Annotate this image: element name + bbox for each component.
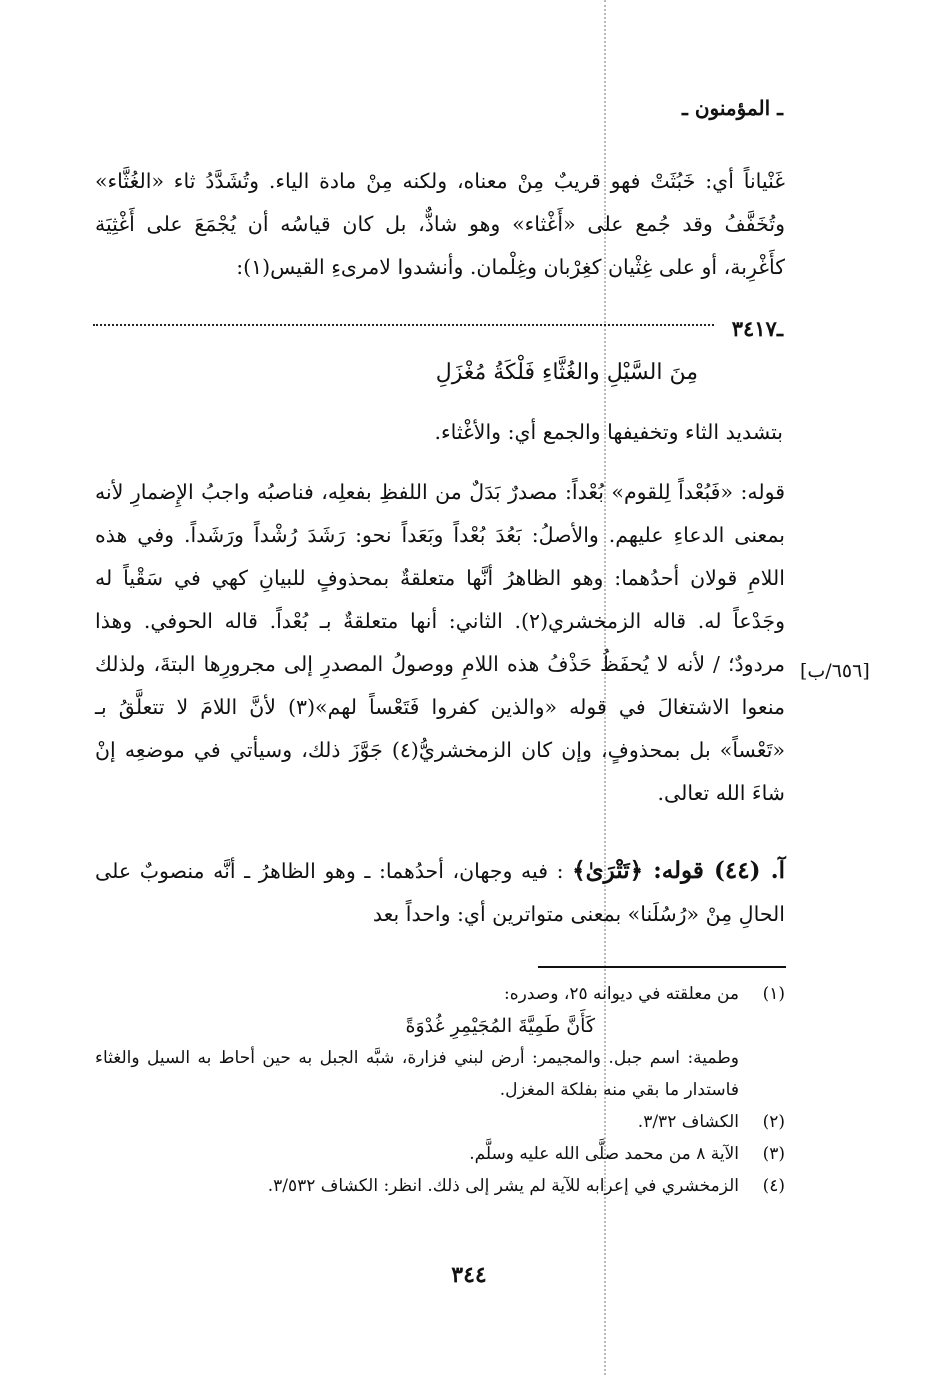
footnote-number: (١) bbox=[762, 984, 785, 1004]
footnote-1-continuation: وطمية: اسم جبل. والمجيمر: أرض لبني فزارة، شبَّه الجبل به حين أحاط به السيل والغثاء فاستدار ما بقي منه بفلكة المغزل. bbox=[95, 1048, 739, 1100]
page-number: ٣٤٤ bbox=[451, 1262, 487, 1288]
explanation-line: بتشديد الثاء وتخفيفها والجمع أي: والأغْثاء. bbox=[434, 420, 783, 444]
footnote-text: الكشاف ٣/٣٢. bbox=[637, 1112, 739, 1132]
footnote-4 bbox=[95, 1170, 785, 1202]
paragraph-2-text: قوله: «فَبُعْداً لِلقوم» بُعْداً: مصدرٌ بَدَلٌ من اللفظِ بفعلِه، فناصبُه واجبُ الإِضمارِ لأنه بمعنى الدعاءِ عليهم. والأصلُ: بَعُدَ بُعْداً وبَعَداً نحو: رَشَدَ رُشْداً ورَشَداً. وفي هذه اللامِ قولان أحدُهما: وهو الظاهرُ أنَّها متعلقةٌ بمحذوفٍ للبيانِ كهي في سَقْياً له وجَدْعاً له. قاله الزمخشري(٢). الثاني: أنها متعلقةٌ بـ بُعْداً. قاله الحوفي. وهذا مردودٌ؛ / لأنه لا يُحفَظُ حَذْفُ هذه اللامِ ووصولُ المصدرِ إلى مجرورِها البتةَ، ولذلك منعوا الاشتغالَ في قوله «والذين كفروا فَتَعْساً لهم»(٣) لأنَّ اللامَ لا تتعلَّقُ بـ «تَعْساً» بل بمحذوفٍ، وإن كان الزمخشريُّ(٤) جَوَّزَ ذلك، وسيأتي في موضعِه إنْ شاءَ الله تعالى. bbox=[95, 480, 785, 805]
verse-ellipsis-dots bbox=[93, 324, 714, 326]
verse-number-row bbox=[93, 316, 783, 341]
paragraph-3 bbox=[95, 849, 785, 936]
footnote-text: الزمخشري في إعرابه للآية لم يشر إلى ذلك. انظر: الكشاف ٣/٥٣٢. bbox=[267, 1176, 739, 1196]
footnote-1-verse: كَأَنَّ طَمِيَّةَ المُجَيْمِرِ غُدْوَةً bbox=[405, 1015, 595, 1037]
verse-number: ـ٣٤١٧ bbox=[731, 316, 783, 341]
footnote-1 bbox=[95, 978, 785, 1010]
manuscript-folio-note: [٦٥٦/ب] bbox=[800, 660, 870, 682]
paragraph-1-text: غَنْياناً أي: خَبُثَتْ فهو قريبٌ مِنْ معناه، ولكنه مِنْ مادة الياء. وتُشَدَّدُ ثاء «الغُثَّاء» وتُخَفَّفُ وقد جُمع على «أَغْثاء» وهو شاذٌّ، بل كان قياسُه أن يُجْمَعَ على أَغْثِيَة كأَغْرِبة، أو على غِثْيان كغِرْبان وغِلْمان. وأنشدوا لامرىءِ القيس(١): bbox=[95, 169, 785, 279]
footnote-text: الآية ٨ من محمد صلَّى الله عليه وسلَّم. bbox=[469, 1144, 739, 1164]
verse-reference-heading: آ. (٤٤) قوله: ﴿تَتْرَىٰ﴾ bbox=[572, 857, 785, 884]
paragraph-2 bbox=[95, 471, 785, 815]
footnotes bbox=[95, 978, 785, 1202]
verse-hemistich: مِنَ السَّيْلِ والغُثَّاءِ فَلْكَةُ مُغْزَلِ bbox=[435, 360, 698, 385]
running-header: ـ المؤمنون ـ bbox=[682, 96, 783, 120]
footnote-number: (٤) bbox=[762, 1176, 785, 1196]
footnote-text: من معلقته في ديوانه ٢٥، وصدره: bbox=[504, 984, 739, 1004]
paragraph-1 bbox=[95, 160, 785, 289]
footnote-3 bbox=[95, 1138, 785, 1170]
footnote-2 bbox=[95, 1106, 785, 1138]
footnote-number: (٢) bbox=[762, 1112, 785, 1132]
footnote-number: (٣) bbox=[762, 1144, 785, 1164]
footnote-separator bbox=[538, 966, 786, 968]
paragraph-3-text: : فيه وجهان، أحدُهما: ـ وهو الظاهرُ ـ أنَّه منصوبٌ على الحالِ مِنْ «رُسُلَنا» بمعنى متواترين أي: واحداً بعد bbox=[95, 859, 785, 926]
